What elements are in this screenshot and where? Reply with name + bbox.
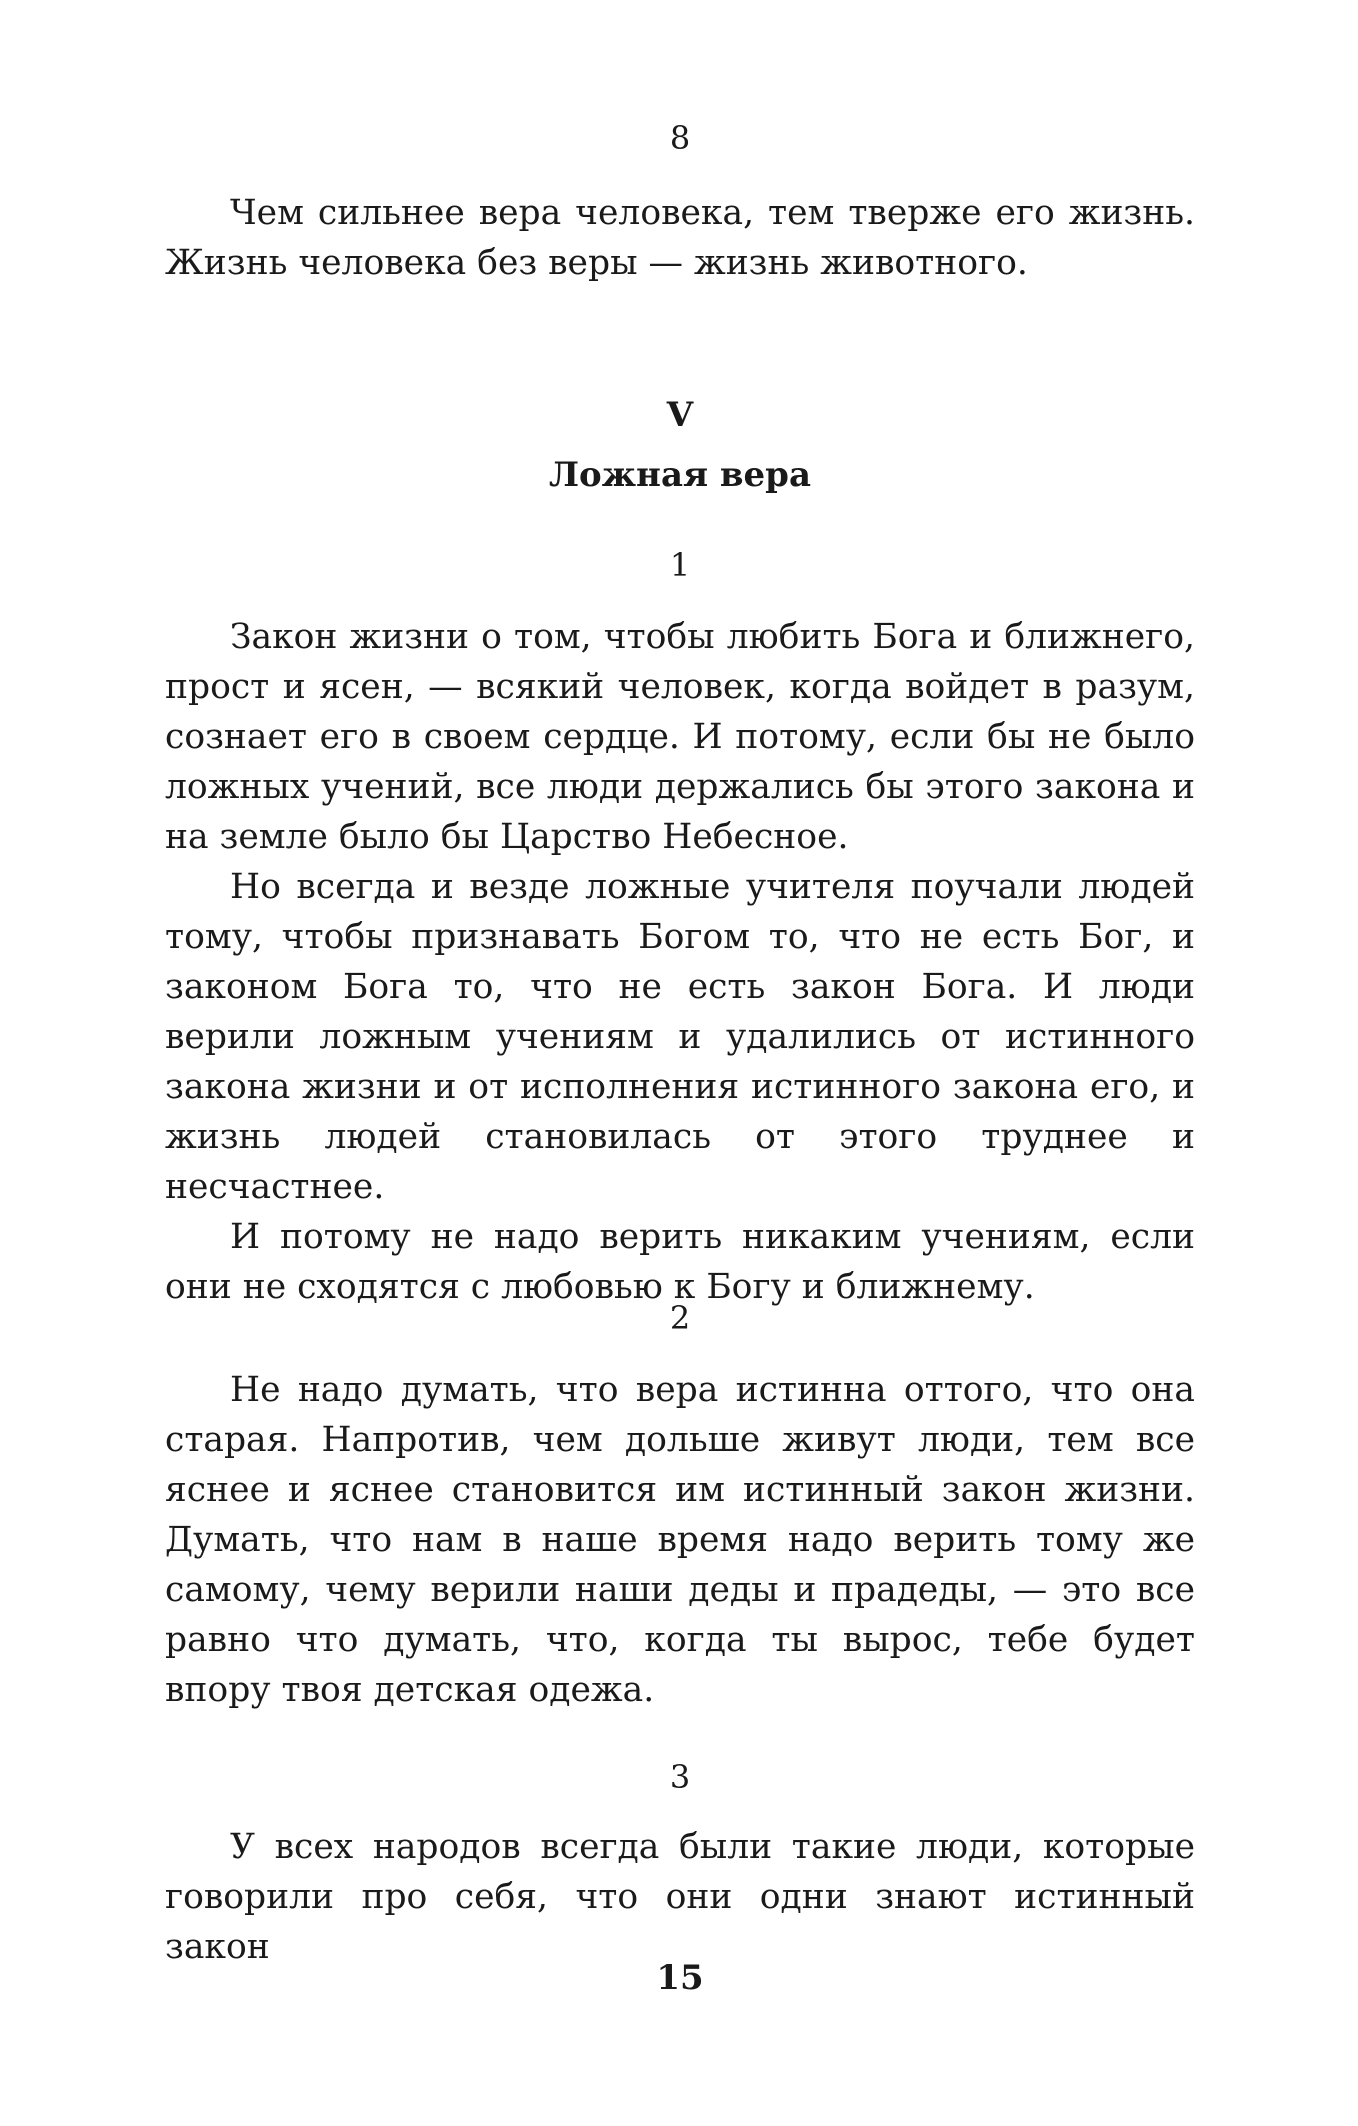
section-1-body (165, 612, 1195, 1312)
chapter-title: Ложная вера (548, 455, 811, 495)
paragraph: Но всегда и везде ложные учителя поучали людей тому, чтобы признавать Богом то, что не есть Бог, и законом Бога то, что не есть закон Бога. И люди верили ложным учениям и удалились от истинного закона жизни и от исполнения истинного закона его, и жизнь людей становилась от этого труднее и несчастнее. (165, 867, 1195, 1207)
paragraph: И потому не надо верить никаким учениям, если они не сходятся с любовью к Богу и ближнему. (165, 1217, 1195, 1307)
section-number-1: 1 (669, 546, 691, 584)
paragraph: Не надо думать, что вера истинна оттого, что она старая. Напротив, чем дольше живут люди, тем все яснее и яснее становится им истинный закон жизни. Думать, что нам в наше время надо верить тому же самому, чему верили наши деды и прадеды, — это все равно что думать, что, когда ты вырос, тебе будет впору твоя детская одежа. (165, 1370, 1195, 1710)
section-number-2: 2 (669, 1299, 691, 1337)
page-number: 15 (656, 1958, 704, 1998)
chapter-roman-numeral: V (666, 395, 694, 435)
paragraph: У всех народов всегда были такие люди, которые говорили про себя, что они одни знают истинный закон (165, 1827, 1195, 1967)
section-number-3: 3 (669, 1758, 691, 1796)
section-2-body (165, 1365, 1195, 1715)
paragraph-section-8: Чем сильнее вера человека, тем тверже его жизнь. Жизнь человека без веры — жизнь животного. (165, 193, 1195, 283)
paragraph: Закон жизни о том, чтобы любить Бога и ближнего, прост и ясен, — всякий человек, когда войдет в разум, сознает его в своем сердце. И потому, если бы не было ложных учений, все люди держались бы этого закона и на земле было бы Царство Небесное. (165, 617, 1195, 857)
section-number-8: 8 (669, 119, 691, 157)
section-3-body (165, 1822, 1195, 1972)
